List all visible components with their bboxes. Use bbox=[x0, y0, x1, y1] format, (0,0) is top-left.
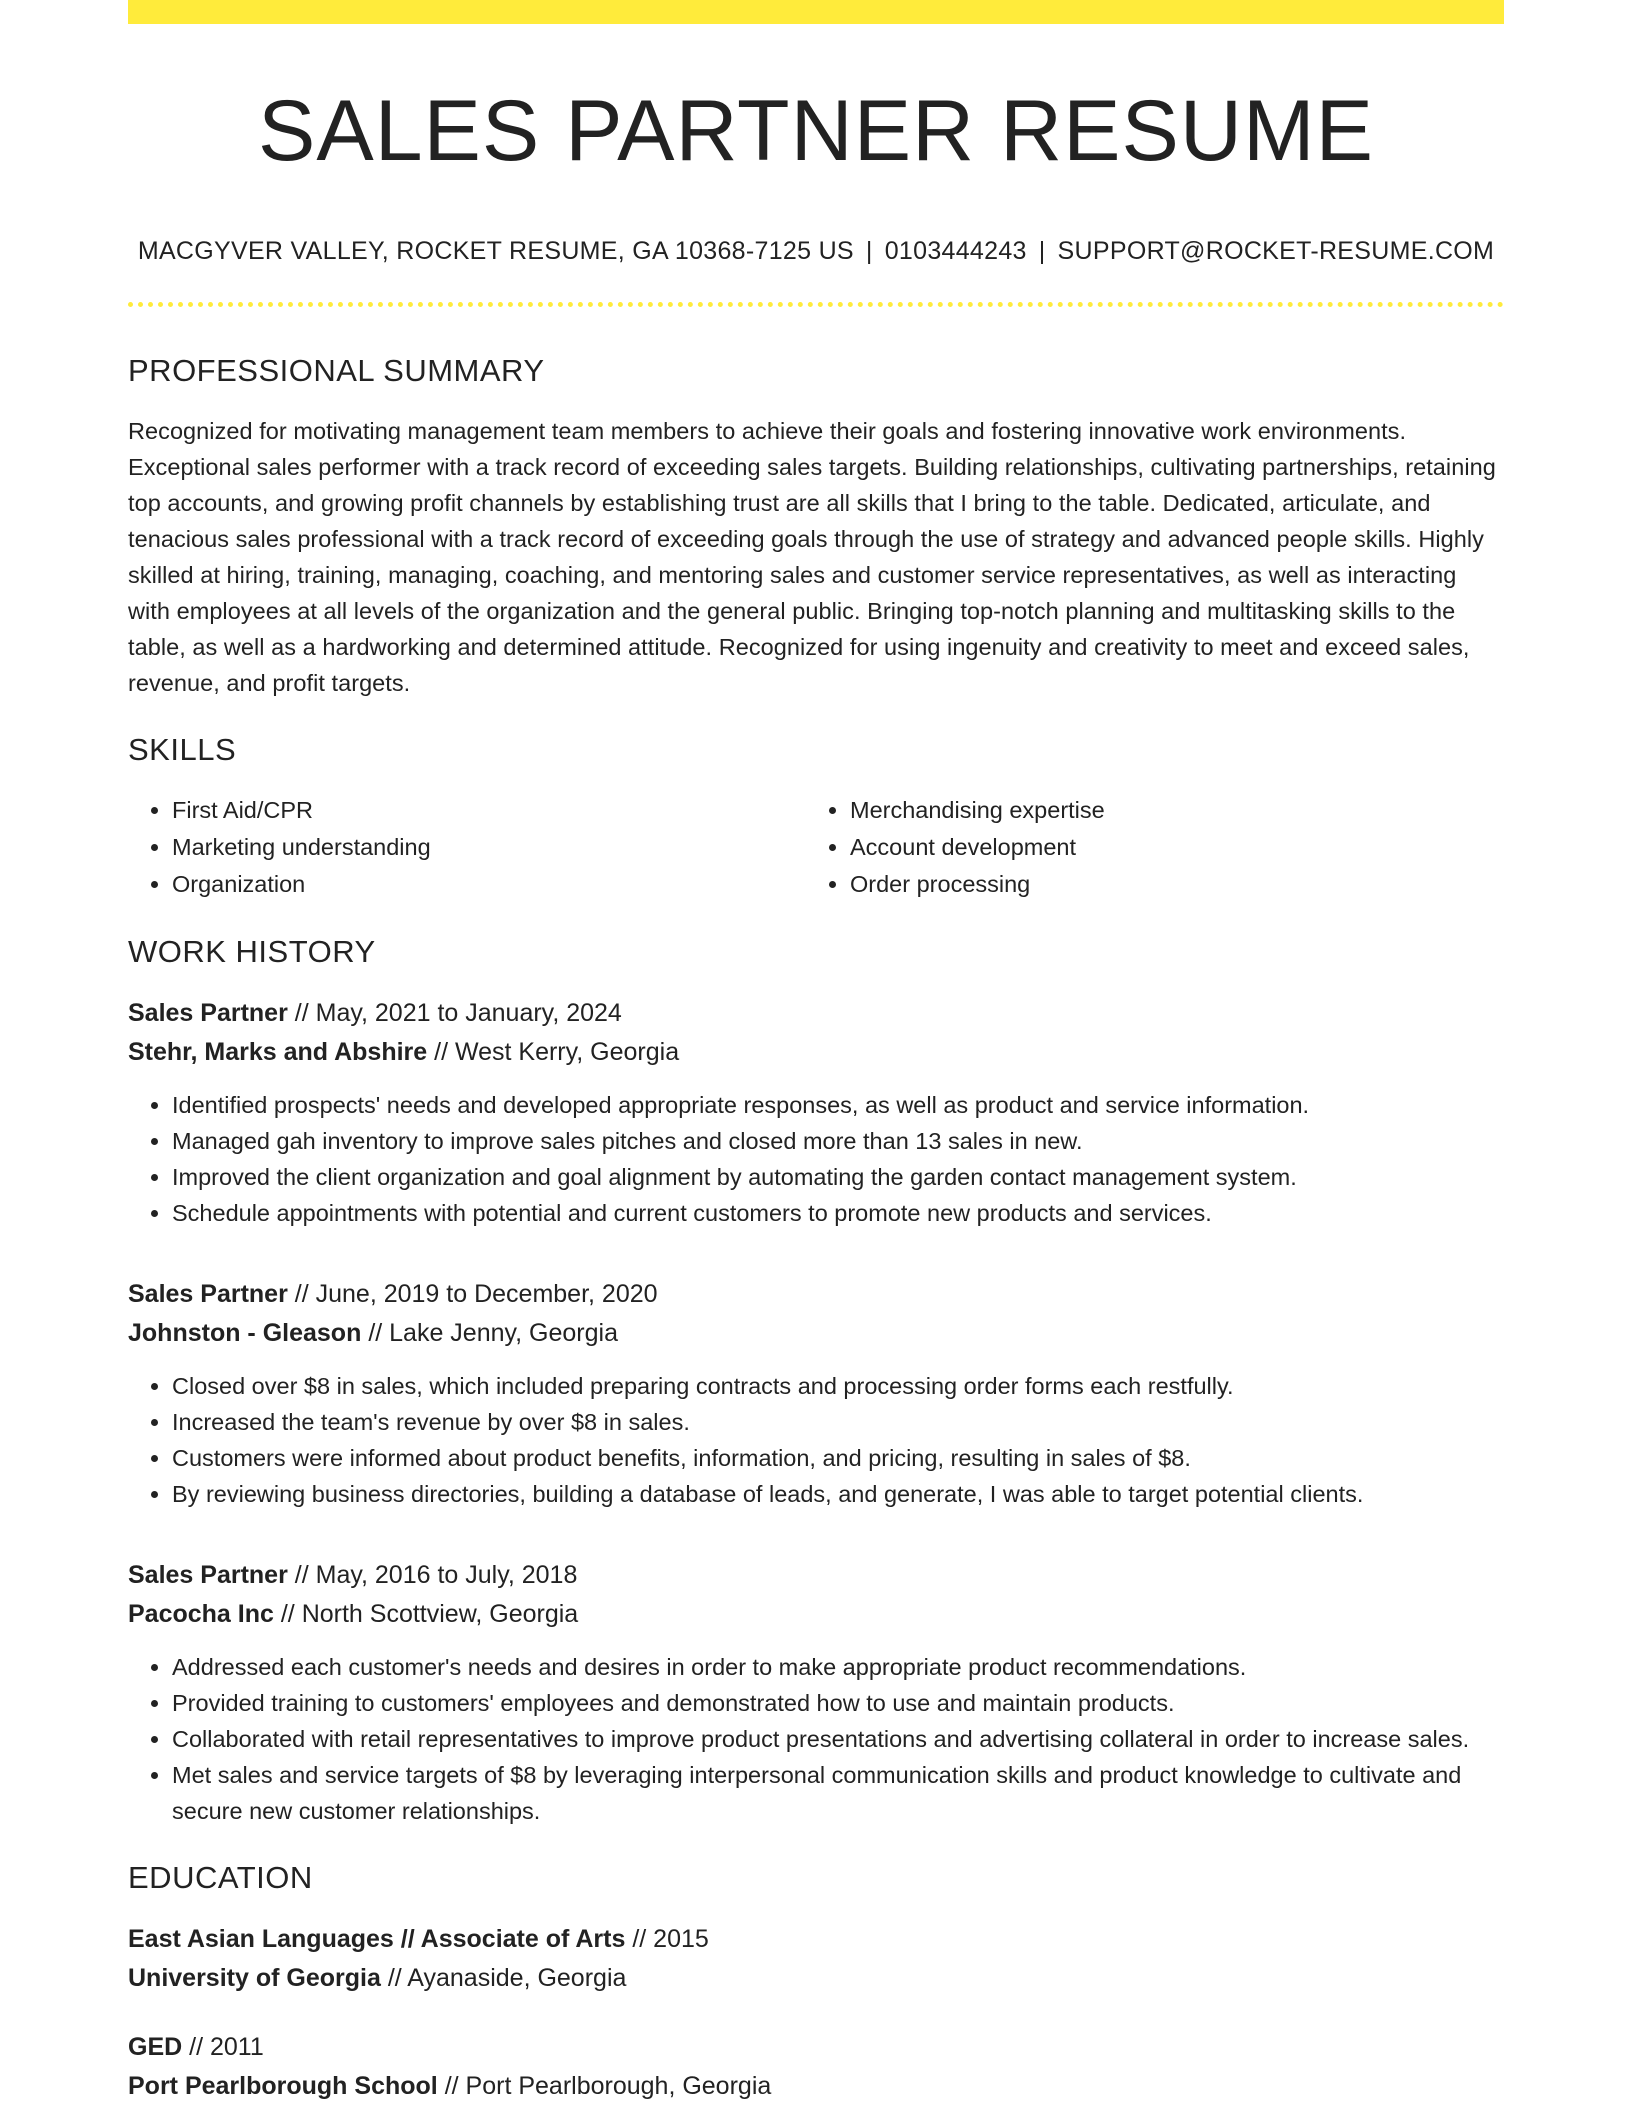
skills-grid bbox=[128, 792, 1504, 903]
work-history-heading: WORK HISTORY bbox=[128, 933, 376, 969]
job-dates: // May, 2021 to January, 2024 bbox=[294, 999, 622, 1028]
skill-item: • Marketing understanding bbox=[172, 829, 806, 866]
education-year: // 2011 bbox=[189, 2033, 264, 2062]
education-location: // Port Pearlborough, Georgia bbox=[444, 2072, 772, 2101]
job-dates: // May, 2016 to July, 2018 bbox=[294, 1561, 578, 1590]
job-entry bbox=[128, 1556, 1504, 1829]
education-degree-line bbox=[128, 1920, 1504, 1959]
job-bullets bbox=[128, 1649, 1504, 1829]
contact-phone: 0103444243 bbox=[884, 236, 1027, 265]
job-bullet: • Managed gah inventory to improve sales pitches and closed more than 13 sales in new. bbox=[172, 1123, 1504, 1159]
skills-list-right bbox=[806, 792, 1504, 903]
skill-item: • Organization bbox=[172, 866, 806, 903]
job-bullet: • Addressed each customer's needs and desires in order to make appropriate product recommendations. bbox=[172, 1649, 1504, 1685]
skill-item: • Account development bbox=[850, 829, 1504, 866]
job-location: // West Kerry, Georgia bbox=[434, 1038, 680, 1067]
skill-item: • Order processing bbox=[850, 866, 1504, 903]
contact-email: SUPPORT@ROCKET-RESUME.COM bbox=[1057, 236, 1495, 265]
skills-list-left bbox=[128, 792, 806, 903]
job-bullet: • Schedule appointments with potential and current customers to promote new products and services. bbox=[172, 1195, 1504, 1231]
job-bullets bbox=[128, 1368, 1504, 1512]
education-school: University of Georgia bbox=[128, 1964, 381, 1993]
job-bullet: • Collaborated with retail representatives to improve product presentations and advertising collateral in order to increase sales. bbox=[172, 1721, 1504, 1757]
job-company-line bbox=[128, 1314, 1504, 1353]
skill-item: • First Aid/CPR bbox=[172, 792, 806, 829]
resume-title: SALES PARTNER RESUME bbox=[258, 83, 1374, 179]
dotted-divider bbox=[128, 302, 1504, 307]
summary-text: Recognized for motivating management team members to achieve their goals and fostering innovative work environments. Exceptional sales performer with a track record of exceeding sales targets. Building relationships, cultivating partnerships, retaining top accounts, and growing profit channels by establishing trust are all skills that I bring to the table. Dedicated, articulate, and tenacious sales professional with a track record of exceeding goals through the use of strategy and advanced people skills. Highly skilled at hiring, training, managing, coaching, and mentoring sales and customer service representatives, as well as interacting with employees at all levels of the organization and the general public. Bringing top-notch planning and multitasking skills to the table, as well as a hardworking and determined attitude. Recognized for using ingenuity and creativity to meet and exceed sales, revenue, and profit targets. bbox=[128, 417, 1496, 696]
job-location: // Lake Jenny, Georgia bbox=[368, 1319, 618, 1348]
job-entry bbox=[128, 994, 1504, 1231]
education-year: // 2015 bbox=[632, 1925, 709, 1954]
skill-item: • Merchandising expertise bbox=[850, 792, 1504, 829]
job-location: // North Scottview, Georgia bbox=[280, 1600, 579, 1629]
education-degree-line bbox=[128, 2028, 1504, 2067]
top-accent-bar bbox=[128, 0, 1504, 24]
resume-page bbox=[128, 0, 1504, 2106]
summary-section bbox=[128, 352, 1504, 701]
contact-separator: | bbox=[1038, 236, 1046, 265]
contact-line bbox=[128, 237, 1504, 266]
education-location: // Ayanaside, Georgia bbox=[387, 1964, 627, 1993]
job-bullet: • Identified prospects' needs and developed appropriate responses, as well as product and service information. bbox=[172, 1087, 1504, 1123]
education-degree: GED bbox=[128, 2033, 183, 2062]
job-bullet: • Closed over $8 in sales, which included preparing contracts and processing order forms each restfully. bbox=[172, 1368, 1504, 1404]
contact-address: MACGYVER VALLEY, ROCKET RESUME, GA 10368-7125 US bbox=[137, 236, 854, 265]
job-dates: // June, 2019 to December, 2020 bbox=[294, 1280, 658, 1309]
summary-heading: PROFESSIONAL SUMMARY bbox=[128, 352, 545, 388]
job-title-line bbox=[128, 1556, 1504, 1595]
education-entry bbox=[128, 1920, 1504, 1998]
job-bullets bbox=[128, 1087, 1504, 1231]
job-company: Johnston - Gleason bbox=[128, 1319, 362, 1348]
job-title: Sales Partner bbox=[128, 1561, 288, 1590]
job-bullet: • Customers were informed about product benefits, information, and pricing, resulting in sales of $8. bbox=[172, 1440, 1504, 1476]
education-heading: EDUCATION bbox=[128, 1860, 313, 1896]
education-section bbox=[128, 1859, 1504, 2106]
job-title: Sales Partner bbox=[128, 1280, 288, 1309]
education-entry bbox=[128, 2028, 1504, 2106]
skills-section bbox=[128, 731, 1504, 903]
work-history-section bbox=[128, 933, 1504, 1829]
job-bullet: • Increased the team's revenue by over $8 in sales. bbox=[172, 1404, 1504, 1440]
job-bullet: • By reviewing business directories, building a database of leads, and generate, I was able to target potential clients. bbox=[172, 1476, 1504, 1512]
job-title-line bbox=[128, 994, 1504, 1033]
job-title-line bbox=[128, 1275, 1504, 1314]
job-company-line bbox=[128, 1033, 1504, 1072]
job-company: Stehr, Marks and Abshire bbox=[128, 1038, 428, 1067]
job-bullet: • Improved the client organization and goal alignment by automating the garden contact management system. bbox=[172, 1159, 1504, 1195]
job-company: Pacocha Inc bbox=[128, 1600, 274, 1629]
contact-separator: | bbox=[865, 236, 873, 265]
skills-heading: SKILLS bbox=[128, 731, 237, 767]
job-bullet: • Provided training to customers' employees and demonstrated how to use and maintain products. bbox=[172, 1685, 1504, 1721]
job-entry bbox=[128, 1275, 1504, 1512]
education-school: Port Pearlborough School bbox=[128, 2072, 438, 2101]
job-company-line bbox=[128, 1595, 1504, 1634]
job-title: Sales Partner bbox=[128, 999, 288, 1028]
job-bullet: • Met sales and service targets of $8 by leveraging interpersonal communication skills and product knowledge to cultivate and secure new customer relationships. bbox=[172, 1757, 1504, 1829]
education-school-line bbox=[128, 2067, 1504, 2106]
education-degree: East Asian Languages // Associate of Arts bbox=[128, 1925, 626, 1954]
education-school-line bbox=[128, 1959, 1504, 1998]
